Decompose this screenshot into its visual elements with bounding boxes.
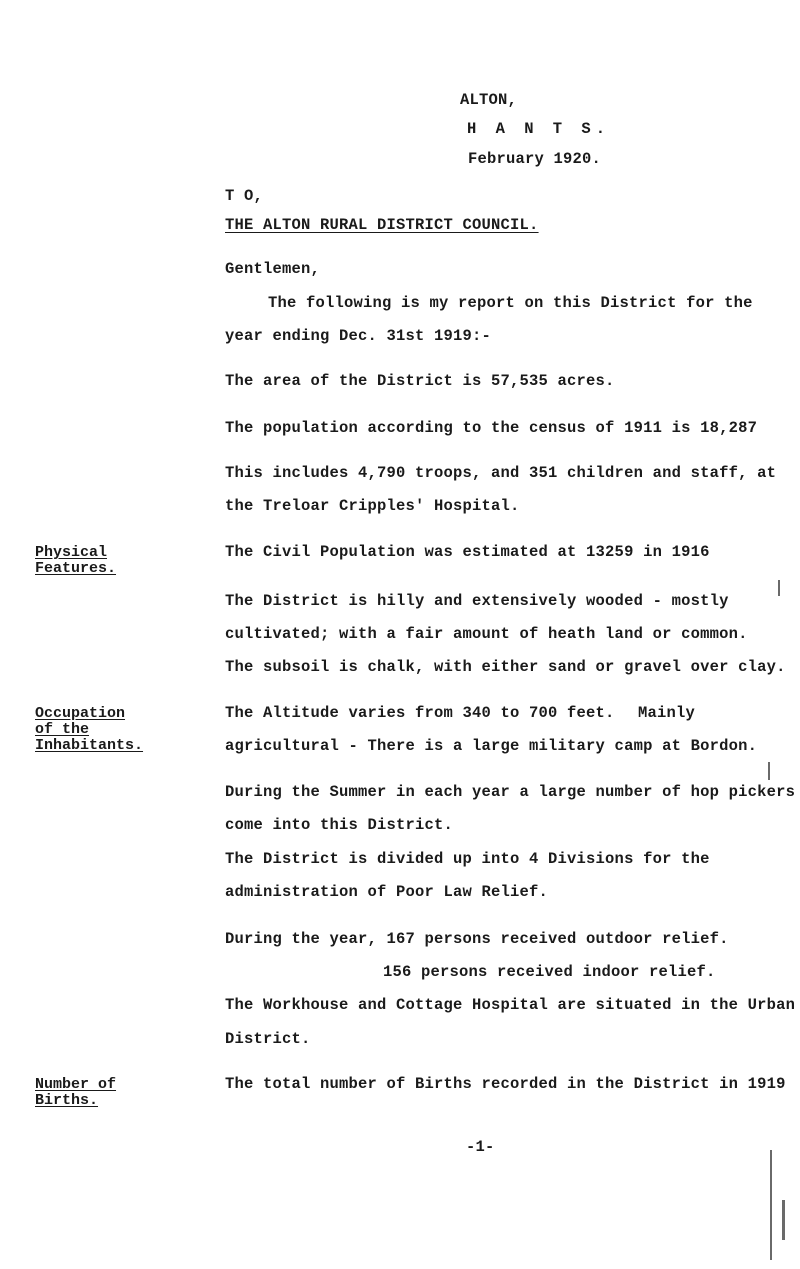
margin-heading-line: of the [35,721,90,738]
paragraph-line: come into this District. [225,816,454,834]
margin-heading-births [35,1077,116,1109]
header-place: ALTON, [460,91,518,109]
paragraph-line: The subsoil is chalk, with either sand or gravel over clay. [225,658,786,676]
page-number: -1- [466,1138,495,1156]
paragraph-line: administration of Poor Law Relief. [225,883,549,901]
paragraph-line: During the Summer in each year a large number of hop pickers [225,783,796,801]
paragraph-line: During the year, 167 persons received outdoor relief. [225,930,729,948]
paragraph-line: agricultural - There is a large military camp at Bordon. [225,737,758,755]
margin-heading-line: Features. [35,560,117,577]
paragraph-line: This includes 4,790 troops, and 351 children and staff, at [225,464,777,482]
paragraph-line: the Treloar Cripples' Hospital. [225,497,520,515]
paragraph-line: The District is divided up into 4 Divisions for the [225,850,710,868]
paragraph-line: 156 persons received indoor relief. [383,963,716,981]
scan-mark [770,1150,772,1260]
scan-mark [768,762,770,780]
margin-heading-line: Number of [35,1076,117,1093]
margin-heading-line: Physical [35,544,108,561]
address-to: T O, [225,187,264,205]
paragraph-line: The total number of Births recorded in the District in 1919 [225,1075,786,1093]
paragraph-line: District. [225,1030,311,1048]
margin-heading-occupation [35,706,143,754]
header-county: H A N T S. [467,120,611,138]
paragraph-line: The following is my report on this District for the [268,294,753,312]
margin-heading-line: Inhabitants. [35,737,144,754]
paragraph-line: The Civil Population was estimated at 13259 in 1916 [225,543,710,561]
paragraph-line: The population according to the census of 1911 is 18,287 [225,419,758,437]
scan-mark [778,580,780,596]
paragraph-line: The area of the District is 57,535 acres. [225,372,615,390]
paragraph-line: The District is hilly and extensively wooded - mostly [225,592,729,610]
paragraph-line: Mainly [638,704,696,722]
margin-heading-line: Occupation [35,705,126,722]
margin-heading-physical-features [35,545,116,577]
address-council: THE ALTON RURAL DISTRICT COUNCIL. [225,216,539,234]
header-date: February 1920. [468,150,602,168]
salutation: Gentlemen, [225,260,321,278]
margin-heading-line: Births. [35,1092,99,1109]
paragraph-line: cultivated; with a fair amount of heath land or common. [225,625,748,643]
paragraph-line: The Workhouse and Cottage Hospital are situated in the Urban [225,996,796,1014]
paragraph-line: year ending Dec. 31st 1919:- [225,327,492,345]
scan-mark [782,1200,785,1240]
paragraph-line: The Altitude varies from 340 to 700 feet. [225,704,615,722]
